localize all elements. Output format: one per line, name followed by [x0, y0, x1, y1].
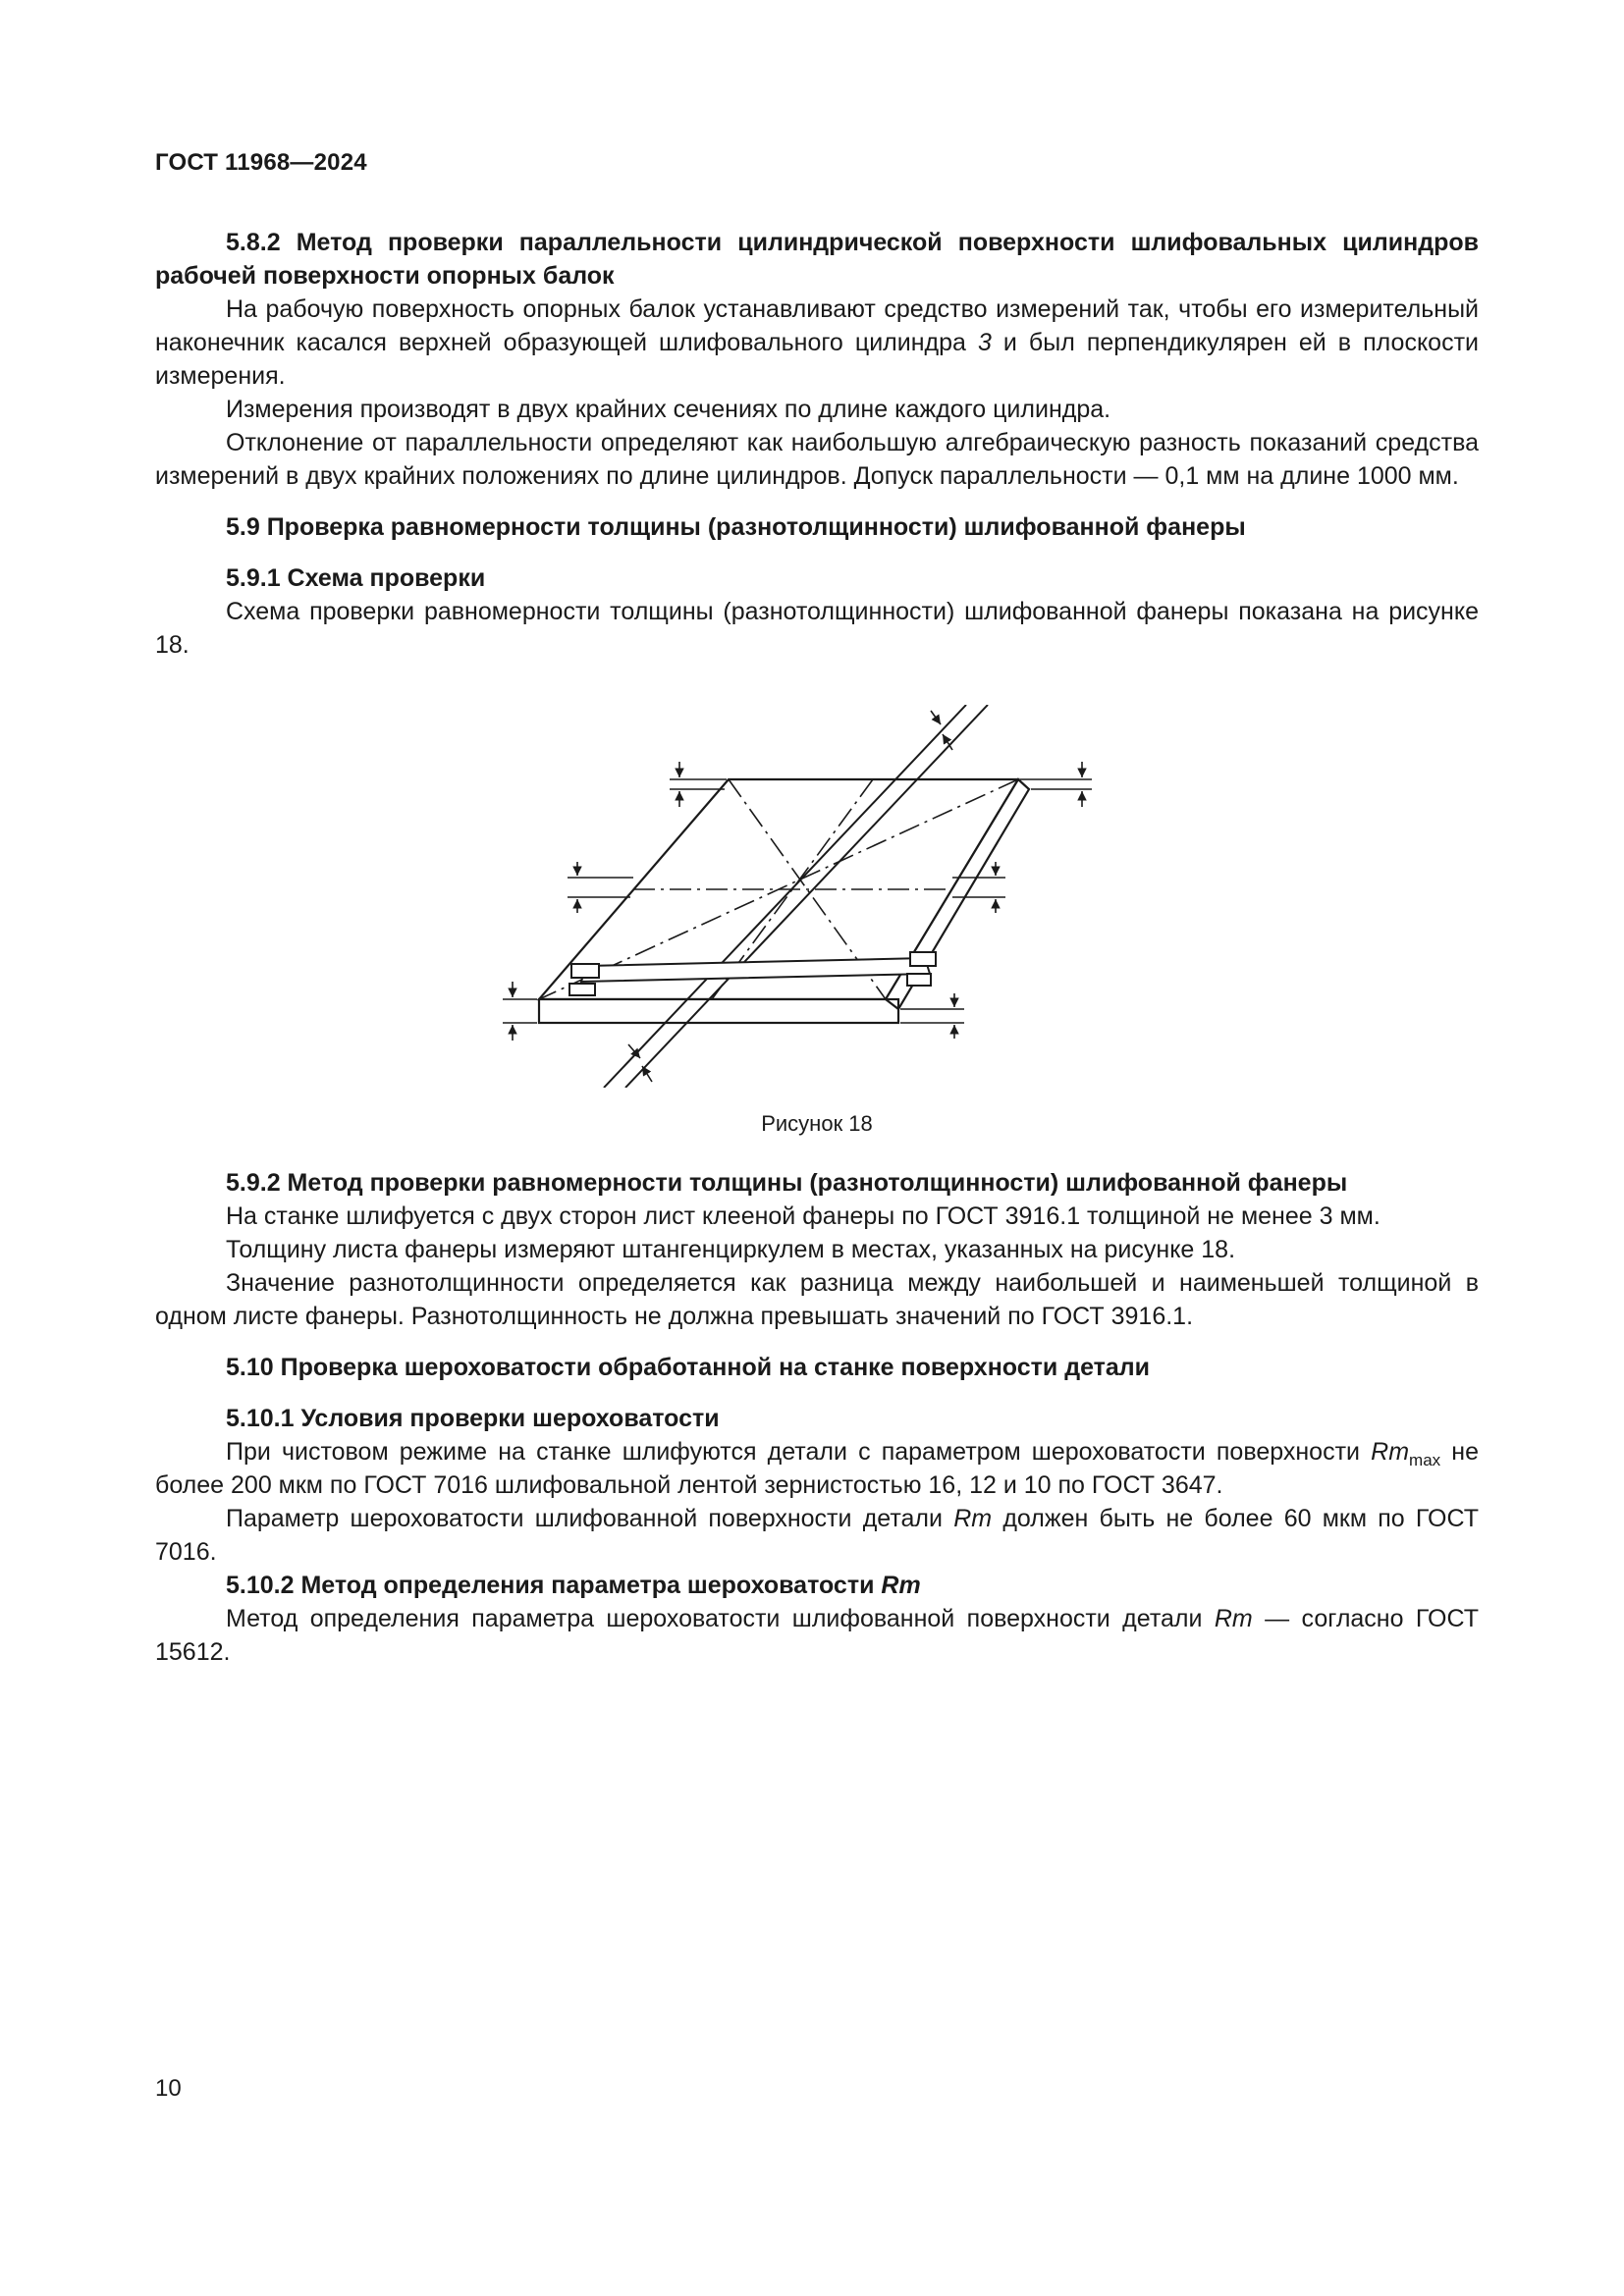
section-5-9-2-paragraph-3: Значение разнотолщинности определяется как разница между наибольшей и наименьшей толщиной в одном листе фанеры. Разнотолщинность не должна превышать значений по ГОСТ 3916.1. [155, 1269, 1479, 1330]
section-5-9-title: 5.9 Проверка равномерности толщины (разнотолщинности) шлифованной фанеры [226, 513, 1246, 541]
section-5-10-2-paragraph-1: Метод определения параметра шероховатости шлифованной поверхности детали Rm — согласно ГОСТ 15612. [155, 1605, 1479, 1666]
section-5-10-1-paragraph-1: При чистовом режиме на станке шлифуются детали с параметром шероховатости поверхности $Rm_{max}$ не более 200 мкм по ГОСТ 7016 шлифовальной лентой зернистостью 16, 12 и 10 по ГОСТ 3647. [155, 1438, 1480, 1499]
section-5-8-2-paragraph-1: На рабочую поверхность опорных балок устанавливают средство измерений так, чтобы его измерительный наконечник касался верхней образующей шлифовального цилиндра 3 и был перпендикулярен ей в плоскости измерения. [155, 295, 1479, 390]
section-5-9-1-title: 5.9.1 Схема проверки [226, 564, 486, 592]
section-5-9-2-paragraph-1: На станке шлифуется с двух сторон лист клееной фанеры по ГОСТ 3916.1 толщиной не менее 3 мм. [226, 1202, 1380, 1230]
section-5-8-2-paragraph-3: Отклонение от параллельности определяют как наибольшую алгебраическую разность показаний средства измерений в двух крайних положениях по длине цилиндров. Допуск параллельности — 0,1 мм на длине 1000 мм. [155, 429, 1479, 490]
caliper-jaw-right-lower [907, 974, 931, 986]
sheet-front-edge [539, 999, 898, 1023]
section-5-10-1-title: 5.10.1 Условия проверки шероховатости [226, 1405, 720, 1432]
section-5-10-1-paragraph-2: Параметр шероховатости шлифованной поверхности детали Rm должен быть не более 60 мкм по ГОСТ 7016. [155, 1505, 1479, 1566]
section-5-9-2-paragraph-2: Толщину листа фанеры измеряют штангенциркулем в местах, указанных на рисунке 18. [226, 1236, 1236, 1263]
section-5-8-2-paragraph-2: Измерения производят в двух крайних сечениях по длине каждого цилиндра. [226, 396, 1111, 423]
document-body [155, 226, 1479, 1669]
section-5-9-2-title: 5.9.2 Метод проверки равномерности толщины (разнотолщинности) шлифованной фанеры [226, 1169, 1348, 1197]
figure-caption: Рисунок 18 [761, 1111, 873, 1136]
section-5-10-title: 5.10 Проверка шероховатости обработанной на станке поверхности детали [226, 1354, 1151, 1381]
caliper-jaw-left-lower [569, 984, 595, 995]
figure-18 [155, 705, 1479, 1088]
caliper-jaw-left [571, 964, 599, 978]
plywood-thickness-diagram [503, 705, 1288, 1088]
section-5-10-2-title: 5.10.2 Метод определения параметра шероховатости Rm [226, 1572, 921, 1599]
document-header: ГОСТ 11968—2024 [155, 149, 367, 176]
section-5-9-1-paragraph-1: Схема проверки равномерности толщины (разнотолщинности) шлифованной фанеры показана на рисунке 18. [155, 598, 1479, 659]
section-5-8-2-title: 5.8.2 Метод проверки параллельности цилиндрической поверхности шлифовальных цилиндров рабочей поверхности опорных балок [155, 229, 1479, 290]
caliper-jaw-right [910, 952, 936, 966]
page-number: 10 [155, 2075, 182, 2102]
